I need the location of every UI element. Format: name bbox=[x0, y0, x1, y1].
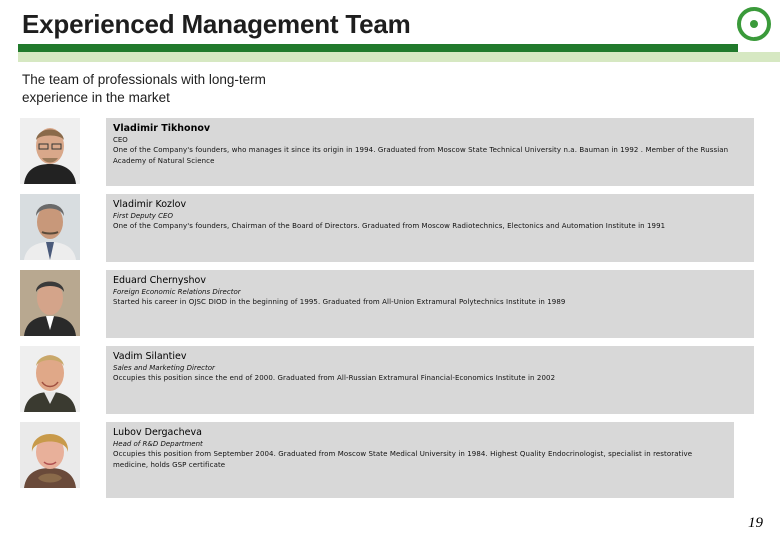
portrait-photo bbox=[20, 270, 80, 336]
portrait-photo bbox=[20, 346, 80, 412]
page-subtitle: The team of professionals with long-term experience in the market bbox=[22, 72, 266, 105]
person-description: Started his career in OJSC DIOD in the beginning of 1995. Graduated from All-Union Extramural Polytechnics Institute in 1989 bbox=[113, 298, 566, 306]
header-bar-light bbox=[18, 52, 780, 62]
person-description: One of the Company's founders, who manages it since its origin in 1994. Graduated from Moscow State Technical University n.a. Bauman in 1992 . Member of the Russian Academy of Natural Science bbox=[113, 146, 729, 165]
person-description: One of the Company's founders, Chairman of the Board of Directors. Graduated from Moscow Radiotechnics, Electonics and Automation Institute in 1991 bbox=[113, 222, 666, 230]
bio-card bbox=[106, 422, 734, 498]
bio-card bbox=[106, 194, 754, 262]
bio-card bbox=[106, 270, 754, 338]
person-role: Sales and Marketing Director bbox=[113, 364, 215, 372]
person-name: Lubov Dergacheva bbox=[113, 427, 202, 438]
person-name: Vladimir Tikhonov bbox=[113, 123, 211, 134]
header-bar bbox=[18, 44, 738, 52]
person-description: Occupies this position since the end of 2000. Graduated from All-Russian Extramural Financial-Economics Institute in 2002 bbox=[113, 374, 556, 382]
company-logo bbox=[734, 6, 774, 42]
bio-card bbox=[106, 346, 754, 414]
page-number: 19 bbox=[748, 515, 763, 531]
person-role: Head of R&D Department bbox=[113, 440, 203, 448]
portrait-photo bbox=[20, 422, 80, 488]
person-name: Vladimir Kozlov bbox=[113, 199, 187, 210]
person-name: Vadim Silantiev bbox=[113, 351, 187, 362]
page-title: Experienced Management Team bbox=[22, 9, 411, 39]
person-role: CEO bbox=[113, 136, 128, 144]
portrait-photo bbox=[20, 194, 80, 260]
person-name: Eduard Chernyshov bbox=[113, 275, 206, 286]
person-role: First Deputy CEO bbox=[113, 212, 173, 220]
person-description: Occupies this position from September 2004. Graduated from Moscow State Medical University in 1984. Highest Quality Endocrinologist, specialist in restorative medicine, holds GSP certificate bbox=[113, 450, 693, 469]
portrait-photo bbox=[20, 118, 80, 184]
person-role: Foreign Economic Relations Director bbox=[113, 288, 241, 296]
bio-card bbox=[106, 118, 754, 186]
